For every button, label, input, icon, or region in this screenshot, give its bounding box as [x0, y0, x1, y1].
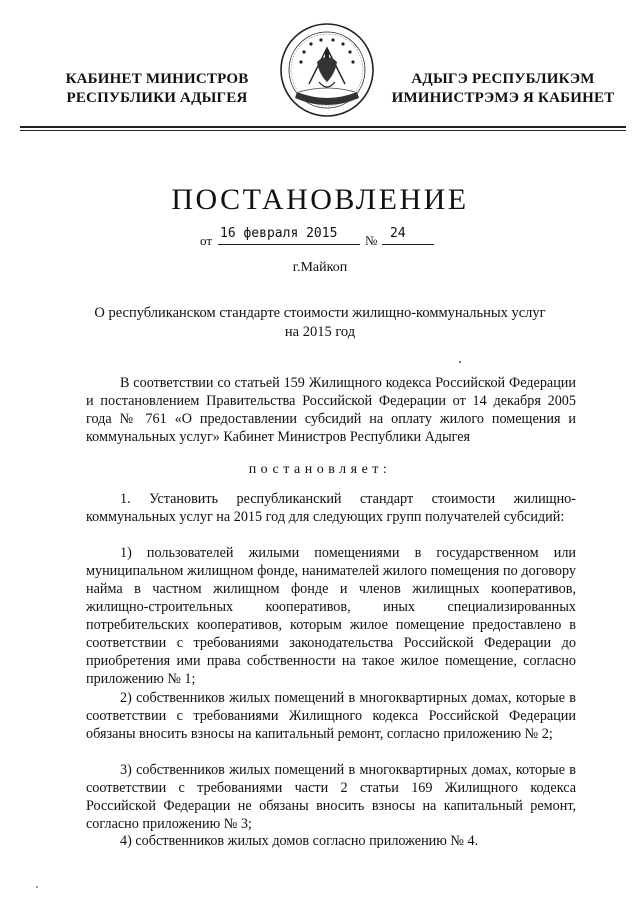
issuer-line-1: КАБИНЕТ МИНИСТРОВ: [65, 71, 249, 87]
intro-paragraph: В соответствии со статьей 159 Жилищного кодекса Российской Федерации и постановлением Правительства Российской Федерации от 14 декабря 2005 года № 761 «О предоставлении субсидий на оплату жилого помещения и коммунальных услуг» Кабинет Министров Республики Адыгея: [86, 375, 576, 445]
subitem-1-paragraph: 1) пользователей жилыми помещениями в государственном или муниципальном жилищном фонде, нанимателей жилого помещения по договору найма в частном жилищном фонде и членов жилищных кооперативов, жилищно-строительных кооперативов, иных специализированных потребительских кооперативов, которым жилое помещение предоставлено в соответствии с требованиями законодательства Российской Федерации до приобретения ими права собственности на такое жилое помещение, согласно приложению № 1;: [86, 545, 576, 687]
document-title: ПОСТАНОВЛЕНИЕ: [171, 183, 469, 216]
issuer-name-russian: [52, 70, 262, 108]
header-divider-thin: [20, 130, 626, 131]
subject-line-1: О республиканском стандарте стоимости жилищно-коммунальных услуг: [94, 305, 546, 321]
issuer-line-2-adyghe: ИМИНИСТРЭМЭ Я КАБИНЕТ: [391, 90, 615, 106]
header-divider-thick: [20, 126, 626, 128]
date-prefix: от: [200, 233, 213, 248]
scan-speck: [459, 361, 461, 363]
date-value: 16 февраля 2015: [220, 226, 338, 241]
date-underline: [218, 244, 360, 245]
city-name: г.Майкоп: [292, 260, 348, 275]
subitem-3-paragraph: 3) собственников жилых помещений в многоквартирных домах, которые в соответствии с требованиями части 2 статьи 169 Жилищного кодекса Российской Федерации не обязаны вносить взносы на капитальный ремонт, согласно приложению № 3;: [86, 762, 576, 832]
coat-of-arms-icon: [279, 22, 375, 118]
resolution-word: постановляет:: [248, 462, 392, 477]
subitem-2-paragraph: 2) собственников жилых помещений в многоквартирных домах, которые в соответствии с требованиями Жилищного кодекса Российской Федерации обязаны вносить взносы на капитальный ремонт, согласно приложению № 2;: [86, 690, 576, 742]
scan-speck: [36, 886, 38, 888]
date-number-line: [200, 228, 450, 250]
issuer-line-1-adyghe: АДЫГЭ РЕСПУБЛИКЭМ: [411, 71, 595, 87]
number-value: 24: [390, 226, 406, 241]
issuer-name-adyghe: [388, 70, 618, 108]
subitem-4-paragraph: 4) собственников жилых домов согласно приложению № 4.: [120, 833, 479, 849]
number-prefix: №: [365, 233, 378, 248]
document-subject: [60, 304, 580, 342]
item-1-paragraph: 1. Установить республиканский стандарт стоимости жилищно-коммунальных услуг на 2015 год для следующих групп получателей субсидий:: [86, 491, 576, 525]
number-underline: [382, 244, 434, 245]
issuer-line-2: РЕСПУБЛИКИ АДЫГЕЯ: [66, 90, 248, 106]
subject-line-2: на 2015 год: [284, 324, 356, 340]
